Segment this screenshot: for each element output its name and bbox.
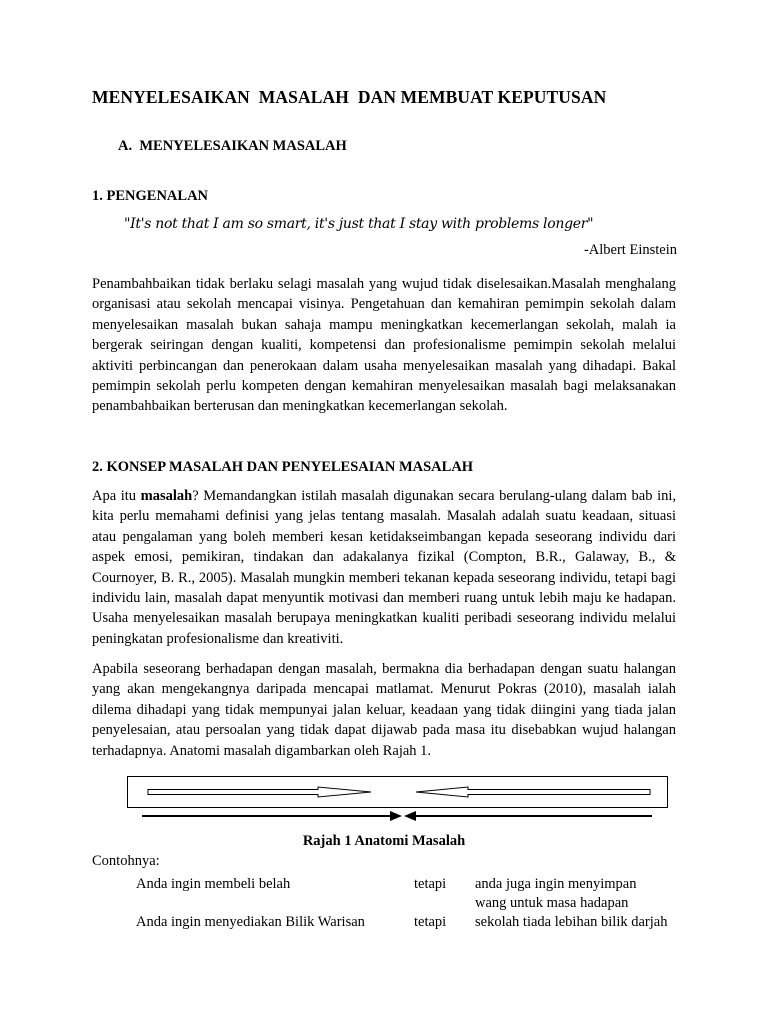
section-heading-a: A. MENYELESAIKAN MASALAH [118, 138, 347, 154]
axis-arrows [140, 808, 660, 824]
arrow-head-right [390, 811, 402, 821]
example-label: Contohnya: [92, 853, 160, 869]
concept-rest: ? Memandangkan istilah masalah digunakan secara berulang-ulang dalam bab ini, kita perlu memahami definisi yang jelas tentang masalah. Masalah adalah suatu keadaan, situasi atau pengalaman yang boleh memberi kesan ketidakseimbangan kepada seseorang individu dari aspek emosi, pemikiran, tindakan dan adakalanya fizikal (Compton, B.R., Galaway, B., & Cournoyer, B. R., 2005). Masalah mungkin memberi tekanan kepada seseorang individu, tetapi bagi individu lain, masalah dapat menyuntik motivasi dan memberi ruang untuk lebih maju ke hadapan. Usaha menyelesaikan masalah berupaya meningkatkan kualiti peribadi seseorang individu melalui peningkatan profesionalisme dan kreativiti. [92, 488, 676, 647]
example-1-conj: tetapi [414, 876, 447, 892]
intro-text: Penambahbaikan tidak berlaku selagi masalah yang wujud tidak diselesaikan.Masalah menghalang organisasi atau sekolah mencapai visinya. Pengetahuan dan kemahiran pemimpin sekolah dalam menyelesaikan masalah bukan sahaja mampu meningkatkan kecemerlangan sekolah, malah ia bergerak seiringan dengan kualiti, kompetensi dan profesionalisme pemimpin sekolah melalui aktiviti perbincangan dan penerokaan dalam usaha menyelesaikan masalah yang dihadapi. Bakal pemimpin sekolah perlu kompeten dengan kemahiran menyelesaikan masalah bagi melaksanakan penambahbaikan berterusan dan meningkatkan kecemerlangan sekolah. [92, 276, 676, 415]
concept-term: masalah [140, 488, 193, 504]
page-title: MENYELESAIKAN MASALAH DAN MEMBUAT KEPUTUSAN [92, 87, 607, 107]
left-arrow-shape [416, 787, 650, 797]
section-1-heading: 1. PENGENALAN [92, 188, 209, 204]
concept-lead: Apa itu [92, 488, 141, 504]
right-arrow-shape [148, 787, 371, 797]
anatomy-diagram-box [127, 776, 668, 808]
example-1-left: Anda ingin membeli belah [136, 876, 291, 892]
example-1-right-line2: wang untuk masa hadapan [475, 895, 629, 911]
concept-paragraph-2 [92, 659, 676, 761]
example-1-right-line1: anda juga ingin menyimpan [475, 876, 637, 892]
figure-caption: Rajah 1 Anatomi Masalah [302, 833, 466, 849]
example-2-right-line1: sekolah tiada lebihan bilik darjah [475, 914, 668, 930]
example-2-conj: tetapi [414, 914, 447, 930]
section-2-heading: 2. KONSEP MASALAH DAN PENYELESAIAN MASALAH [92, 459, 474, 475]
quote: "It's not that I am so smart, it's just that I stay with problems longer" [124, 216, 594, 232]
arrow-head-left [404, 811, 416, 821]
intro-paragraph [92, 274, 676, 417]
opposing-arrows-diagram [128, 777, 666, 806]
example-2-left: Anda ingin menyediakan Bilik Warisan [136, 914, 365, 930]
concept-paragraph-1 [92, 486, 676, 649]
concept-text-2: Apabila seseorang berhadapan dengan masalah, bermakna dia berhadapan dengan suatu halangan yang akan mengekangnya daripada mencapai matlamat. Menurut Pokras (2010), masalah ialah dilema dihadapi yang tidak mempunyai jalan keluar, keadaan yang tidak diingini yang tiada jalan penyelesaian, atau persoalan yang tidak dapat dijawab pada masa itu disebabkan wujud halangan terhadapnya. Anatomi masalah digambarkan oleh Rajah 1. [92, 661, 676, 759]
quote-author: -Albert Einstein [583, 242, 677, 258]
concept-text-1 [92, 486, 676, 649]
